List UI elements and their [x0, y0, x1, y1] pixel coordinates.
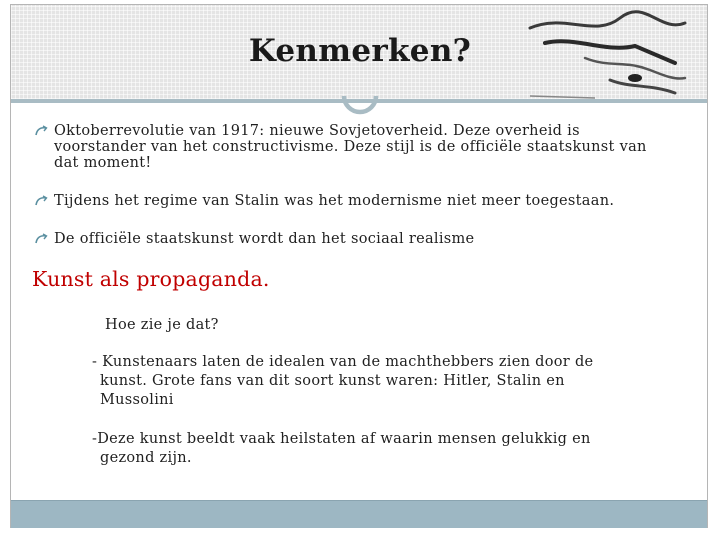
- bullet-line: dat moment!: [54, 155, 152, 171]
- bullet-line: De officiële staatskunst wordt dan het sociaal realisme: [54, 231, 475, 247]
- curved-arrow-bullet-icon: [34, 194, 48, 208]
- bullet-item: [34, 193, 694, 209]
- point-line: kunst. Grote fans van dit soort kunst waren: Hitler, Stalin en: [100, 373, 565, 389]
- curved-arrow-bullet-icon: [34, 232, 48, 246]
- curved-arrow-bullet-icon: [34, 124, 48, 138]
- question-text: Hoe zie je dat?: [105, 317, 219, 333]
- subheading: Kunst als propaganda.: [32, 267, 270, 291]
- point-line: Mussolini: [100, 392, 174, 408]
- bullet-item: [34, 123, 694, 171]
- point-paragraph: [92, 353, 652, 410]
- footer-bar: [11, 500, 707, 528]
- bullet-item: [34, 231, 694, 247]
- point-line: -Deze kunst beeldt vaak heilstaten af waarin mensen gelukkig en: [92, 431, 591, 447]
- bullet-line: voorstander van het constructivisme. Deze stijl is de officiële staatskunst van: [54, 139, 647, 155]
- point-line: - Kunstenaars laten de idealen van de machthebbers zien door de: [92, 354, 594, 370]
- bullet-line: Oktoberrevolutie van 1917: nieuwe Sovjetoverheid. Deze overheid is: [54, 123, 580, 139]
- slide-title: Kenmerken?: [248, 33, 472, 69]
- point-paragraph: [92, 430, 652, 468]
- ring-ornament-icon: [340, 96, 380, 116]
- point-line: gezond zijn.: [100, 450, 192, 466]
- bullet-line: Tijdens het regime van Stalin was het modernisme niet meer toegestaan.: [54, 193, 615, 209]
